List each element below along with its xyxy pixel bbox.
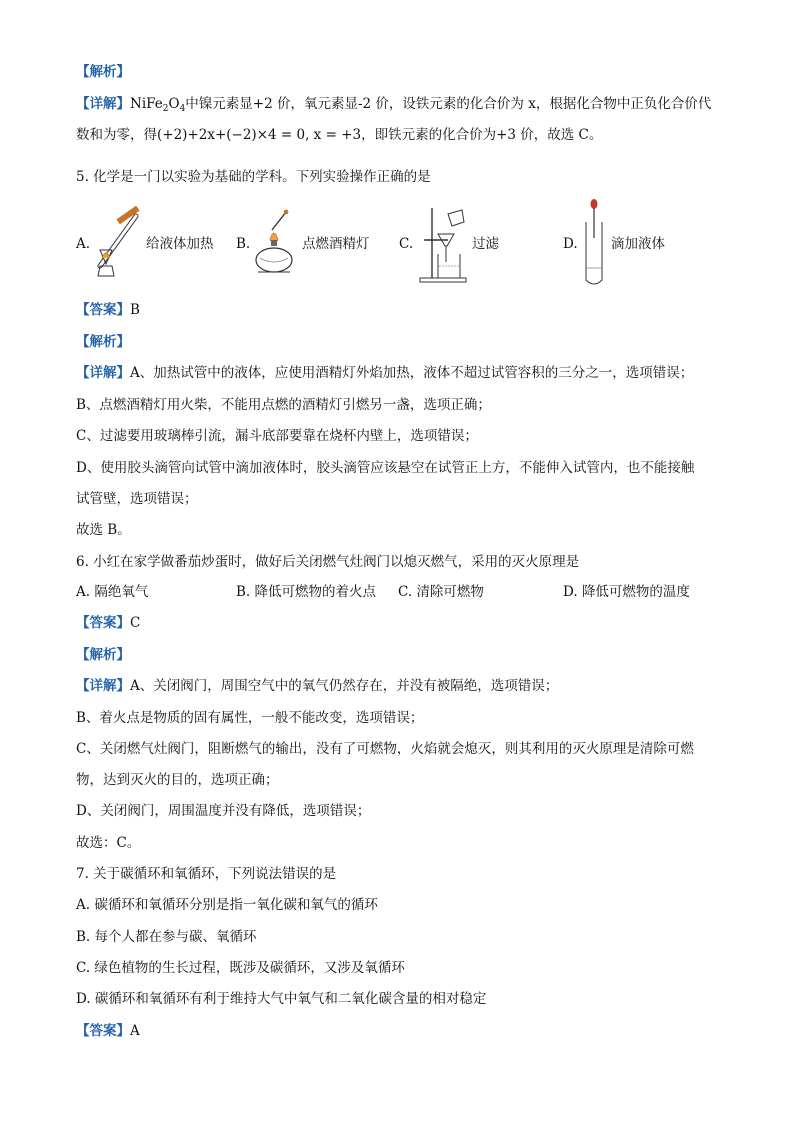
q5-detail-line: B、点燃酒精灯用火柴，不能用点燃的酒精灯引燃另一盏，选项正确； [76,397,491,413]
q5-option-d-label: 滴加液体 [611,236,665,252]
q4-analysis-heading: 【解析】 [76,64,130,80]
q5-option-b-letter: B. [236,236,251,252]
q6-detail-line: 物，达到灭火的目的，选项正确； [76,772,279,788]
q6-stem: 6. 小红在家学做番茄炒蛋时，做好后关闭燃气灶阀门以熄灭燃气，采用的灭火原理是 [76,554,580,570]
q6-detail-line: C、关闭燃气灶阀门，阻断燃气的输出，没有了可燃物，火焰就会熄灭，则其利用的灭火原理是清除可燃 [76,741,694,757]
q7-option-c: C. 绿色植物的生长过程，既涉及碳循环，又涉及氧循环 [76,960,405,976]
q5-option-b-label: 点燃酒精灯 [302,236,370,252]
q6-detail-line: B、着火点是物质的固有属性，一般不能改变，选项错误； [76,710,424,726]
q7-option-b: B. 每个人都在参与碳、氧循环 [76,929,257,945]
alcohol-lamp-figure [254,208,302,276]
q6-analysis-heading: 【解析】 [76,647,130,663]
q5-detail-line: D、使用胶头滴管向试管中滴加液体时，胶头滴管应该悬空在试管正上方，不能伸入试管内，也不能接触 [76,460,695,476]
q7-option-d: D. 碳循环和氧循环有利于维持大气中氧气和二氧化碳含量的相对稳定 [76,991,487,1007]
q5-option-d-letter: D. [563,236,578,252]
q6-answer: 【答案】C [76,615,141,631]
q6-conclusion: 故选：C。 [76,835,141,851]
q5-detail-line: 试管壁，选项错误； [76,491,198,507]
q4-detail-line-1: 【详解】$NiFe_2O_4$中镍元素显+2 价，氧元素显-2 价，设铁元素的化合价为 x，根据化合物中正负化合价代 [76,96,712,114]
q7-stem: 7. 关于碳循环和氧循环，下列说法错误的是 [76,866,337,882]
filtration-setup-figure [418,204,468,284]
q6-option-d: D. 降低可燃物的温度 [563,584,690,600]
q5-detail-line: 【详解】A、加热试管中的液体，应使用酒精灯外焰加热，液体不超过试管容积的三分之一，选项错误； [76,365,694,381]
dropper-test-tube-figure [582,198,606,288]
q5-stem: 5. 化学是一门以实验为基础的学科。下列实验操作正确的是 [76,169,431,185]
test-tube-heating-figure [92,206,148,278]
q7-option-a: A. 碳循环和氧循环分别是指一氧化碳和氧气的循环 [76,897,378,913]
q4-detail-line-2: 数和为零，得(+2)+2x+(−2)×4 = 0, x = +3，即铁元素的化合价为+3 价，故选 C。 [76,127,603,143]
q6-option-a: A. 隔绝氧气 [76,584,149,600]
q6-option-c: C. 清除可燃物 [398,584,484,600]
q6-detail-line: D、关闭阀门，周围温度并没有降低，选项错误； [76,803,371,819]
q6-detail-line: 【详解】A、关闭阀门，周围空气中的氧气仍然存在，并没有被隔绝，选项错误； [76,678,559,694]
q5-conclusion: 故选 B。 [76,522,131,538]
q5-option-a-label: 给液体加热 [146,236,214,252]
q5-option-c-letter: C. [399,236,414,252]
q5-answer: 【答案】B [76,302,140,318]
q5-detail-line: C、过滤要用玻璃棒引流，漏斗底部要靠在烧杯内壁上，选项错误； [76,428,478,444]
q5-option-a-letter: A. [76,236,91,252]
q6-option-b: B. 降低可燃物的着火点 [236,584,377,600]
q5-analysis-heading: 【解析】 [76,334,130,350]
q7-answer: 【答案】A [76,1023,140,1039]
q5-option-c-label: 过滤 [472,236,499,252]
